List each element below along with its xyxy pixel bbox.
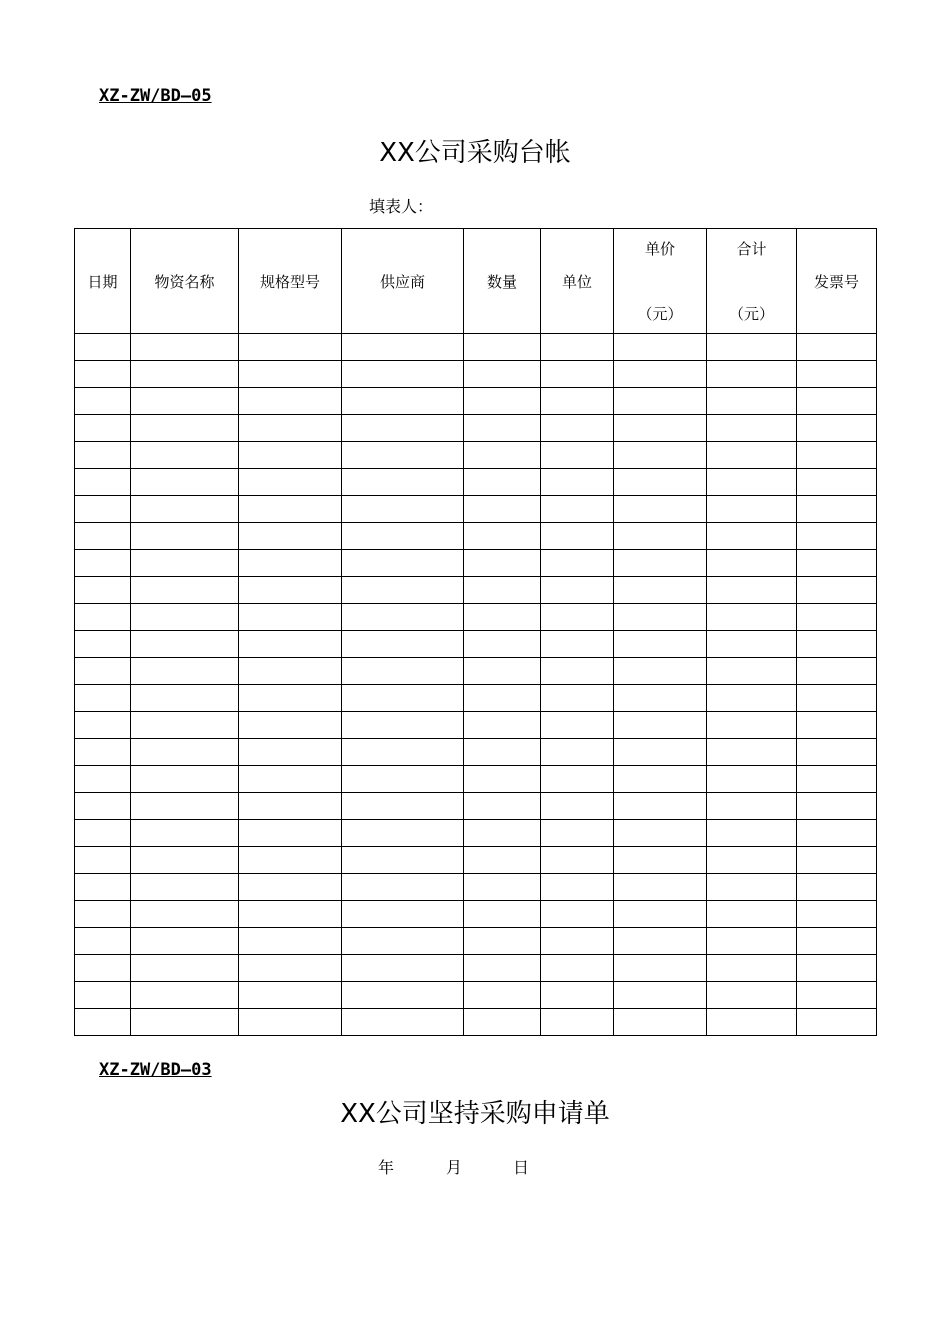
col-header-total-unit: （元） bbox=[728, 305, 774, 323]
table-cell[interactable] bbox=[614, 550, 707, 577]
table-cell[interactable] bbox=[707, 631, 797, 658]
table-cell[interactable] bbox=[464, 388, 541, 415]
table-cell[interactable] bbox=[541, 496, 614, 523]
table-cell[interactable] bbox=[707, 820, 797, 847]
table-cell[interactable] bbox=[239, 820, 342, 847]
col-header-total-label: 合计 bbox=[736, 240, 767, 258]
table-cell[interactable] bbox=[75, 901, 131, 928]
table-cell[interactable] bbox=[797, 523, 877, 550]
table-cell[interactable] bbox=[75, 550, 131, 577]
table-cell[interactable] bbox=[239, 604, 342, 631]
table-cell[interactable] bbox=[75, 928, 131, 955]
table-cell[interactable] bbox=[707, 685, 797, 712]
table-cell[interactable] bbox=[707, 901, 797, 928]
table-cell[interactable] bbox=[541, 928, 614, 955]
table-cell[interactable] bbox=[464, 955, 541, 982]
table-cell[interactable] bbox=[342, 766, 464, 793]
col-header-date: 日期 bbox=[75, 229, 131, 334]
date-month-label: 月 bbox=[446, 1158, 463, 1177]
col-header-unit-price-unit: （元） bbox=[637, 305, 683, 323]
table-row bbox=[75, 442, 877, 469]
col-header-quantity: 数量 bbox=[464, 229, 541, 334]
table-cell[interactable] bbox=[75, 712, 131, 739]
table-cell[interactable] bbox=[239, 955, 342, 982]
table-cell[interactable] bbox=[239, 928, 342, 955]
table-cell[interactable] bbox=[464, 982, 541, 1009]
table-cell[interactable] bbox=[342, 442, 464, 469]
table-cell[interactable] bbox=[541, 469, 614, 496]
table-cell[interactable] bbox=[131, 604, 239, 631]
col-header-unit-price bbox=[614, 229, 707, 334]
table-cell[interactable] bbox=[239, 982, 342, 1009]
table-cell[interactable] bbox=[75, 793, 131, 820]
table-cell[interactable] bbox=[239, 1009, 342, 1036]
table-cell[interactable] bbox=[464, 874, 541, 901]
page-title: XX公司采购台帐 bbox=[379, 138, 571, 168]
table-cell[interactable] bbox=[797, 685, 877, 712]
table-cell[interactable] bbox=[342, 793, 464, 820]
table-cell[interactable] bbox=[614, 739, 707, 766]
table-cell[interactable] bbox=[614, 955, 707, 982]
table-cell[interactable] bbox=[707, 1009, 797, 1036]
table-cell[interactable] bbox=[75, 496, 131, 523]
table-row bbox=[75, 820, 877, 847]
table-cell[interactable] bbox=[131, 1009, 239, 1036]
table-cell[interactable] bbox=[797, 1009, 877, 1036]
table-cell[interactable] bbox=[614, 388, 707, 415]
table-cell[interactable] bbox=[797, 442, 877, 469]
table-cell[interactable] bbox=[707, 955, 797, 982]
table-cell[interactable] bbox=[614, 361, 707, 388]
table-cell[interactable] bbox=[541, 442, 614, 469]
table-cell[interactable] bbox=[614, 874, 707, 901]
table-cell[interactable] bbox=[614, 685, 707, 712]
table-body bbox=[75, 334, 877, 1036]
table-cell[interactable] bbox=[797, 955, 877, 982]
table-cell[interactable] bbox=[131, 901, 239, 928]
table-cell[interactable] bbox=[707, 739, 797, 766]
table-cell[interactable] bbox=[131, 820, 239, 847]
table-cell[interactable] bbox=[797, 982, 877, 1009]
table-cell[interactable] bbox=[131, 577, 239, 604]
table-cell[interactable] bbox=[342, 685, 464, 712]
table-cell[interactable] bbox=[239, 901, 342, 928]
table-cell[interactable] bbox=[614, 415, 707, 442]
table-cell[interactable] bbox=[464, 523, 541, 550]
table-cell[interactable] bbox=[464, 928, 541, 955]
table-cell[interactable] bbox=[239, 874, 342, 901]
table-cell[interactable] bbox=[797, 901, 877, 928]
table-row bbox=[75, 415, 877, 442]
table-cell[interactable] bbox=[342, 955, 464, 982]
table-cell[interactable] bbox=[342, 1009, 464, 1036]
table-cell[interactable] bbox=[342, 631, 464, 658]
table-cell[interactable] bbox=[239, 658, 342, 685]
table-cell[interactable] bbox=[75, 874, 131, 901]
table-cell[interactable] bbox=[239, 847, 342, 874]
table-cell[interactable] bbox=[541, 739, 614, 766]
table-cell[interactable] bbox=[75, 1009, 131, 1036]
table-cell[interactable] bbox=[541, 847, 614, 874]
table-cell[interactable] bbox=[342, 415, 464, 442]
table-cell[interactable] bbox=[75, 577, 131, 604]
table-cell[interactable] bbox=[131, 415, 239, 442]
table-cell[interactable] bbox=[75, 982, 131, 1009]
table-row bbox=[75, 334, 877, 361]
table-cell[interactable] bbox=[797, 712, 877, 739]
table-cell[interactable] bbox=[707, 658, 797, 685]
table-cell[interactable] bbox=[707, 604, 797, 631]
table-cell[interactable] bbox=[75, 631, 131, 658]
table-cell[interactable] bbox=[614, 469, 707, 496]
table-cell[interactable] bbox=[131, 874, 239, 901]
form-code: XZ-ZW/BD—05 bbox=[99, 86, 212, 106]
table-cell[interactable] bbox=[342, 577, 464, 604]
table-cell[interactable] bbox=[75, 847, 131, 874]
table-cell[interactable] bbox=[707, 793, 797, 820]
table-cell[interactable] bbox=[131, 334, 239, 361]
table-cell[interactable] bbox=[541, 334, 614, 361]
table-row bbox=[75, 388, 877, 415]
table-cell[interactable] bbox=[541, 766, 614, 793]
table-cell[interactable] bbox=[541, 631, 614, 658]
table-cell[interactable] bbox=[614, 901, 707, 928]
table-cell[interactable] bbox=[131, 550, 239, 577]
table-cell[interactable] bbox=[614, 766, 707, 793]
table-cell[interactable] bbox=[342, 496, 464, 523]
table-cell[interactable] bbox=[614, 820, 707, 847]
table-cell[interactable] bbox=[614, 604, 707, 631]
table-cell[interactable] bbox=[131, 739, 239, 766]
table-cell[interactable] bbox=[131, 955, 239, 982]
table-cell[interactable] bbox=[75, 739, 131, 766]
table-row bbox=[75, 469, 877, 496]
table-cell[interactable] bbox=[239, 766, 342, 793]
table-cell[interactable] bbox=[239, 685, 342, 712]
table-cell[interactable] bbox=[464, 577, 541, 604]
table-cell[interactable] bbox=[464, 469, 541, 496]
table-cell[interactable] bbox=[131, 658, 239, 685]
table-cell[interactable] bbox=[614, 928, 707, 955]
table-cell[interactable] bbox=[614, 442, 707, 469]
table-cell[interactable] bbox=[707, 388, 797, 415]
table-cell[interactable] bbox=[464, 361, 541, 388]
table-cell[interactable] bbox=[75, 361, 131, 388]
table-cell[interactable] bbox=[614, 496, 707, 523]
table-cell[interactable] bbox=[131, 523, 239, 550]
table-cell[interactable] bbox=[797, 577, 877, 604]
table-cell[interactable] bbox=[464, 820, 541, 847]
table-cell[interactable] bbox=[342, 550, 464, 577]
table-cell[interactable] bbox=[614, 631, 707, 658]
table-cell[interactable] bbox=[707, 496, 797, 523]
table-cell[interactable] bbox=[239, 793, 342, 820]
table-cell[interactable] bbox=[75, 415, 131, 442]
table-cell[interactable] bbox=[131, 982, 239, 1009]
table-row bbox=[75, 928, 877, 955]
table-cell[interactable] bbox=[75, 469, 131, 496]
table-cell[interactable] bbox=[797, 415, 877, 442]
table-cell[interactable] bbox=[541, 415, 614, 442]
table-cell[interactable] bbox=[614, 982, 707, 1009]
table-cell[interactable] bbox=[464, 766, 541, 793]
table-cell[interactable] bbox=[75, 523, 131, 550]
table-cell[interactable] bbox=[797, 604, 877, 631]
table-cell[interactable] bbox=[797, 550, 877, 577]
table-cell[interactable] bbox=[464, 550, 541, 577]
table-cell[interactable] bbox=[342, 469, 464, 496]
table-cell[interactable] bbox=[342, 361, 464, 388]
table-cell[interactable] bbox=[75, 388, 131, 415]
table-cell[interactable] bbox=[131, 469, 239, 496]
table-cell[interactable] bbox=[541, 874, 614, 901]
table-cell[interactable] bbox=[239, 442, 342, 469]
table-cell[interactable] bbox=[541, 388, 614, 415]
table-cell[interactable] bbox=[797, 928, 877, 955]
table-cell[interactable] bbox=[239, 550, 342, 577]
purchase-ledger-table bbox=[74, 228, 877, 1036]
table-cell[interactable] bbox=[541, 712, 614, 739]
table-cell[interactable] bbox=[75, 604, 131, 631]
table-cell[interactable] bbox=[131, 766, 239, 793]
table-row bbox=[75, 658, 877, 685]
table-cell[interactable] bbox=[797, 793, 877, 820]
col-header-spec: 规格型号 bbox=[239, 229, 342, 334]
col-header-unit: 单位 bbox=[541, 229, 614, 334]
filler-label: 填表人： bbox=[369, 197, 434, 216]
table-cell[interactable] bbox=[707, 442, 797, 469]
table-cell[interactable] bbox=[342, 739, 464, 766]
table-cell[interactable] bbox=[797, 496, 877, 523]
table-cell[interactable] bbox=[342, 658, 464, 685]
table-cell[interactable] bbox=[464, 334, 541, 361]
table-cell[interactable] bbox=[75, 685, 131, 712]
table-cell[interactable] bbox=[707, 469, 797, 496]
table-row bbox=[75, 712, 877, 739]
table-row bbox=[75, 847, 877, 874]
table-cell[interactable] bbox=[541, 793, 614, 820]
table-cell[interactable] bbox=[707, 415, 797, 442]
table-cell[interactable] bbox=[464, 901, 541, 928]
table-cell[interactable] bbox=[797, 739, 877, 766]
table-row bbox=[75, 739, 877, 766]
table-cell[interactable] bbox=[239, 469, 342, 496]
table-cell[interactable] bbox=[75, 658, 131, 685]
table-cell[interactable] bbox=[75, 955, 131, 982]
table-cell[interactable] bbox=[541, 604, 614, 631]
table-cell[interactable] bbox=[239, 712, 342, 739]
col-header-supplier: 供应商 bbox=[342, 229, 464, 334]
table-row bbox=[75, 604, 877, 631]
table-cell[interactable] bbox=[541, 577, 614, 604]
table-cell[interactable] bbox=[541, 361, 614, 388]
form-title-2: XX公司坚持采购申请单 bbox=[340, 1099, 610, 1129]
col-header-unit-price-label: 单价 bbox=[644, 240, 675, 258]
col-header-invoice-no: 发票号 bbox=[797, 229, 877, 334]
col-header-item-name: 物资名称 bbox=[131, 229, 239, 334]
table-cell[interactable] bbox=[614, 793, 707, 820]
table-cell[interactable] bbox=[131, 631, 239, 658]
table-cell[interactable] bbox=[614, 1009, 707, 1036]
table-cell[interactable] bbox=[797, 469, 877, 496]
table-cell[interactable] bbox=[342, 604, 464, 631]
table-cell[interactable] bbox=[707, 334, 797, 361]
table-cell[interactable] bbox=[464, 793, 541, 820]
table-cell[interactable] bbox=[614, 334, 707, 361]
table-cell[interactable] bbox=[342, 982, 464, 1009]
table-cell[interactable] bbox=[614, 523, 707, 550]
table-row bbox=[75, 1009, 877, 1036]
table-cell[interactable] bbox=[75, 334, 131, 361]
table-cell[interactable] bbox=[239, 361, 342, 388]
table-cell[interactable] bbox=[464, 415, 541, 442]
table-cell[interactable] bbox=[342, 820, 464, 847]
table-cell[interactable] bbox=[342, 523, 464, 550]
table-header-row bbox=[75, 229, 877, 334]
table-cell[interactable] bbox=[464, 631, 541, 658]
table-row bbox=[75, 496, 877, 523]
table-cell[interactable] bbox=[614, 712, 707, 739]
table-row bbox=[75, 685, 877, 712]
table-cell[interactable] bbox=[707, 847, 797, 874]
table-cell[interactable] bbox=[342, 712, 464, 739]
table-cell[interactable] bbox=[541, 658, 614, 685]
date-year-label: 年 bbox=[378, 1158, 395, 1177]
table-cell[interactable] bbox=[541, 901, 614, 928]
table-cell[interactable] bbox=[707, 577, 797, 604]
table-cell[interactable] bbox=[541, 982, 614, 1009]
table-cell[interactable] bbox=[541, 1009, 614, 1036]
table-row bbox=[75, 793, 877, 820]
table-row bbox=[75, 901, 877, 928]
table-cell[interactable] bbox=[707, 523, 797, 550]
table-cell[interactable] bbox=[797, 631, 877, 658]
table-cell[interactable] bbox=[797, 820, 877, 847]
table-cell[interactable] bbox=[239, 334, 342, 361]
table-cell[interactable] bbox=[707, 361, 797, 388]
table-cell[interactable] bbox=[707, 982, 797, 1009]
table-cell[interactable] bbox=[797, 658, 877, 685]
table-cell[interactable] bbox=[342, 388, 464, 415]
table-row bbox=[75, 361, 877, 388]
table-cell[interactable] bbox=[342, 847, 464, 874]
table-cell[interactable] bbox=[541, 523, 614, 550]
table-cell[interactable] bbox=[707, 874, 797, 901]
table-cell[interactable] bbox=[342, 874, 464, 901]
table-cell[interactable] bbox=[541, 550, 614, 577]
table-row bbox=[75, 631, 877, 658]
table-row bbox=[75, 955, 877, 982]
table-row bbox=[75, 577, 877, 604]
table-cell[interactable] bbox=[131, 388, 239, 415]
table-cell[interactable] bbox=[797, 766, 877, 793]
table-row bbox=[75, 982, 877, 1009]
table-cell[interactable] bbox=[707, 550, 797, 577]
table-cell[interactable] bbox=[239, 523, 342, 550]
table-cell[interactable] bbox=[464, 847, 541, 874]
table-row bbox=[75, 874, 877, 901]
date-day-label: 日 bbox=[513, 1158, 530, 1177]
table-cell[interactable] bbox=[239, 388, 342, 415]
table-cell[interactable] bbox=[239, 631, 342, 658]
table-cell[interactable] bbox=[797, 388, 877, 415]
table-cell[interactable] bbox=[75, 766, 131, 793]
table-cell[interactable] bbox=[131, 847, 239, 874]
table-cell[interactable] bbox=[239, 415, 342, 442]
table-cell[interactable] bbox=[707, 712, 797, 739]
table-cell[interactable] bbox=[797, 361, 877, 388]
table-cell[interactable] bbox=[131, 793, 239, 820]
table-cell[interactable] bbox=[464, 1009, 541, 1036]
table-cell[interactable] bbox=[131, 442, 239, 469]
table-cell[interactable] bbox=[797, 874, 877, 901]
table-cell[interactable] bbox=[614, 658, 707, 685]
table-row bbox=[75, 550, 877, 577]
table-cell[interactable] bbox=[464, 658, 541, 685]
table-cell[interactable] bbox=[707, 766, 797, 793]
table-cell[interactable] bbox=[464, 496, 541, 523]
table-cell[interactable] bbox=[131, 685, 239, 712]
table-row bbox=[75, 766, 877, 793]
table-cell[interactable] bbox=[541, 685, 614, 712]
table-cell[interactable] bbox=[707, 928, 797, 955]
col-header-total bbox=[707, 229, 797, 334]
table-cell[interactable] bbox=[464, 712, 541, 739]
table-cell[interactable] bbox=[342, 928, 464, 955]
table-cell[interactable] bbox=[464, 739, 541, 766]
table-cell[interactable] bbox=[464, 685, 541, 712]
table-cell[interactable] bbox=[131, 712, 239, 739]
table-cell[interactable] bbox=[541, 955, 614, 982]
table-cell[interactable] bbox=[541, 820, 614, 847]
table-cell[interactable] bbox=[75, 442, 131, 469]
table-cell[interactable] bbox=[75, 820, 131, 847]
table-cell[interactable] bbox=[464, 604, 541, 631]
table-cell[interactable] bbox=[797, 847, 877, 874]
table-cell[interactable] bbox=[239, 496, 342, 523]
table-cell[interactable] bbox=[131, 928, 239, 955]
table-cell[interactable] bbox=[464, 442, 541, 469]
table-cell[interactable] bbox=[131, 361, 239, 388]
table-cell[interactable] bbox=[614, 847, 707, 874]
table-cell[interactable] bbox=[342, 334, 464, 361]
table-cell[interactable] bbox=[239, 739, 342, 766]
table-cell[interactable] bbox=[131, 496, 239, 523]
table-cell[interactable] bbox=[239, 577, 342, 604]
table-row bbox=[75, 523, 877, 550]
table-cell[interactable] bbox=[614, 577, 707, 604]
table-cell[interactable] bbox=[797, 334, 877, 361]
table-cell[interactable] bbox=[342, 901, 464, 928]
form-code-2: XZ-ZW/BD—03 bbox=[99, 1060, 212, 1080]
